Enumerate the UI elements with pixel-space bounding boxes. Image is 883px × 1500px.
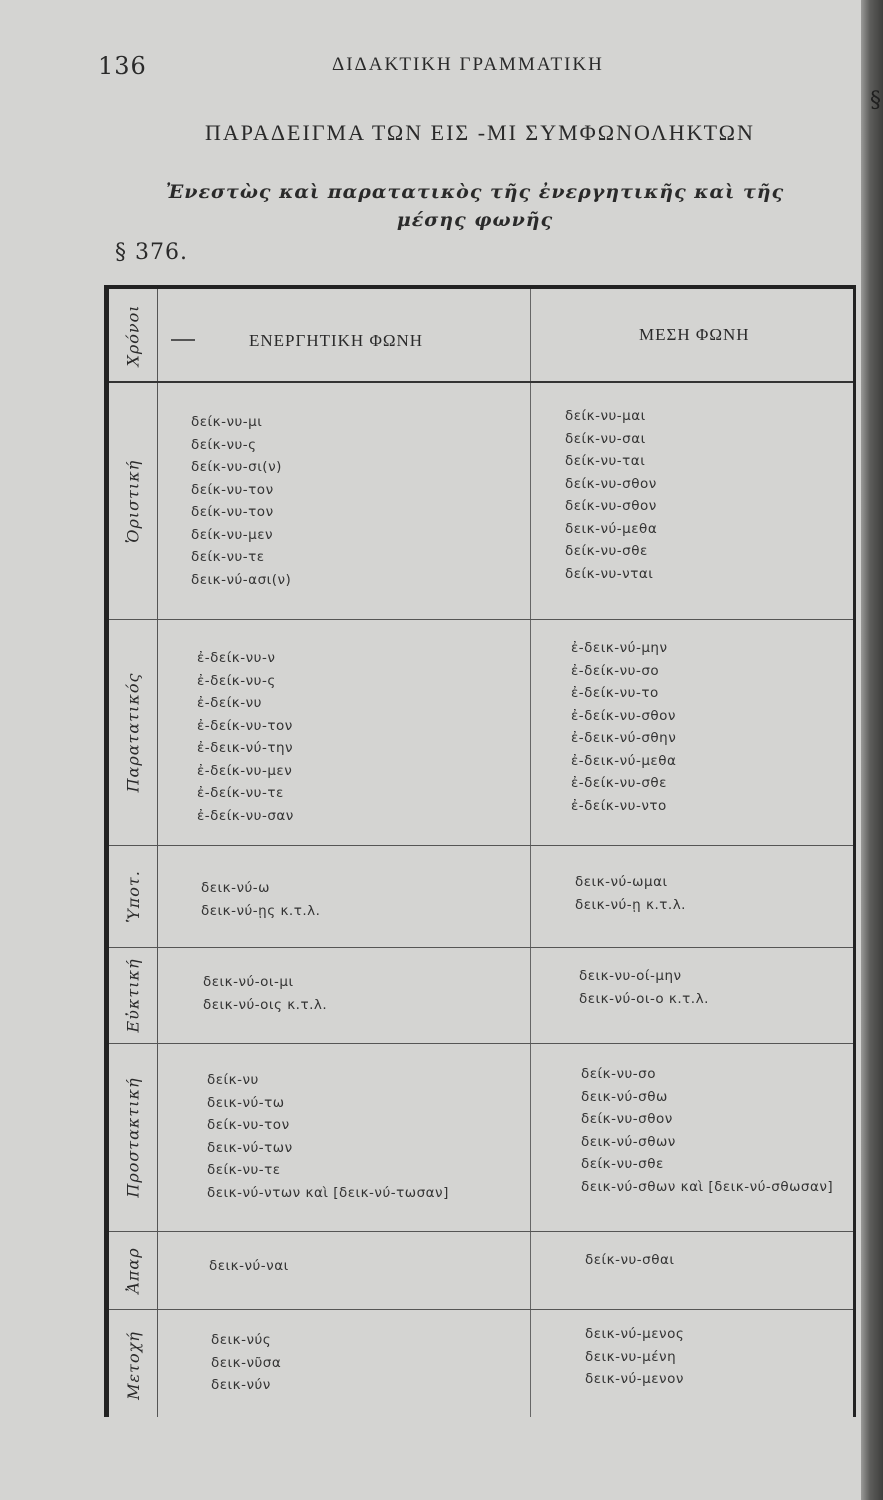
header-middle-voice: ΜΕΣΗ ΦΩΝΗ: [639, 325, 750, 344]
middle-forms: δεικ-νύ-ωμαι δεικ-νύ-ῃ κ.τ.λ.: [575, 874, 686, 913]
voice-column-divider: [530, 289, 531, 1417]
tense-label: Μετοχή: [123, 1331, 143, 1400]
header-dash: [171, 339, 195, 341]
section-title: ΠΑΡΑΔΕΙΓΜΑ ΤΩΝ ΕΙΣ -ΜΙ ΣΥΜΦΩΝΟΛΗΚΤΩΝ: [205, 120, 755, 145]
running-title: ΔΙΔΑΚΤΙΚΗ ΓΡΑΜΜΑΤΙΚΗ: [332, 54, 604, 75]
active-forms: δείκ-νυ-μι δείκ-νυ-ς δείκ-νυ-σι(ν) δείκ-νυ-τον δείκ-νυ-τον δείκ-νυ-μεν δείκ-νυ-τε δεικ-νύ-ασι(ν): [191, 414, 292, 588]
running-header: [0, 52, 883, 88]
tense-label: Προστακτική: [123, 1077, 143, 1198]
active-forms: δεικ-νύ-ναι: [209, 1258, 289, 1274]
paragraph-number: § 376.: [115, 240, 188, 265]
section-subtitle: Ἐνεστὼς καὶ παρατατικὸς τῆς ἐνεργητικῆς καὶ τῆς μέσης φωνῆς: [165, 181, 785, 231]
row-divider: [109, 1043, 853, 1044]
row-divider: [109, 619, 853, 620]
middle-forms: δεικ-νύ-μενος δεικ-νυ-μένη δεικ-νύ-μενον: [585, 1326, 685, 1387]
page-edge: [861, 0, 883, 1500]
middle-forms: δείκ-νυ-σο δεικ-νύ-σθω δείκ-νυ-σθον δεικ-νύ-σθων δείκ-νυ-σθε δεικ-νύ-σθων καὶ [δεικ-νύ-σθωσαν]: [581, 1066, 834, 1195]
tense-column-divider: [157, 289, 158, 1417]
middle-forms: δείκ-νυ-σθαι: [585, 1252, 675, 1268]
middle-forms: δεικ-νυ-οί-μην δεικ-νύ-οι-ο κ.τ.λ.: [579, 968, 709, 1007]
header-active-voice: ΕΝΕΡΓΗΤΙΚΗ ΦΩΝΗ: [249, 331, 424, 350]
tense-label: Ὁριστική: [123, 459, 143, 543]
tense-label: Ἀπαρ: [123, 1247, 143, 1294]
active-forms: δεικ-νύ-οι-μι δεικ-νύ-οις κ.τ.λ.: [203, 974, 328, 1013]
active-forms: ἐ-δείκ-νυ-ν ἐ-δείκ-νυ-ς ἐ-δείκ-νυ ἐ-δείκ-νυ-τον ἐ-δεικ-νύ-την ἐ-δείκ-νυ-μεν ἐ-δείκ-νυ-τε ἐ-δείκ-νυ-σαν: [197, 650, 294, 824]
middle-forms: δείκ-νυ-μαι δείκ-νυ-σαι δείκ-νυ-ται δείκ-νυ-σθον δείκ-νυ-σθον δεικ-νύ-μεθα δείκ-νυ-σθε δείκ-νυ-νται: [565, 408, 658, 582]
edge-section-mark: §: [870, 88, 881, 113]
header-tenses: Χρόνοι: [123, 303, 143, 367]
active-forms: δεικ-νύ-ω δεικ-νύ-ῃς κ.τ.λ.: [201, 880, 321, 919]
tense-label: Ὑποτ.: [123, 870, 143, 923]
tense-label: Εὐκτική: [123, 958, 143, 1033]
row-divider: [109, 1309, 853, 1310]
row-divider: [109, 1231, 853, 1232]
conjugation-table: [104, 285, 856, 1417]
row-divider: [109, 947, 853, 948]
page-number: 136: [98, 52, 147, 80]
middle-forms: ἐ-δεικ-νύ-μην ἐ-δείκ-νυ-σο ἐ-δείκ-νυ-το ἐ-δείκ-νυ-σθον ἐ-δεικ-νύ-σθην ἐ-δεικ-νύ-μεθα ἐ-δείκ-νυ-σθε ἐ-δείκ-νυ-ντο: [571, 640, 677, 814]
header-divider: [109, 381, 853, 383]
row-divider: [109, 845, 853, 846]
active-forms: δεικ-νύς δεικ-νῦσα δεικ-νύν: [211, 1332, 282, 1393]
tense-label: Παρατατικός: [123, 672, 143, 793]
active-forms: δείκ-νυ δεικ-νύ-τω δείκ-νυ-τον δεικ-νύ-των δείκ-νυ-τε δεικ-νύ-ντων καὶ [δεικ-νύ-τωσαν]: [207, 1072, 449, 1201]
